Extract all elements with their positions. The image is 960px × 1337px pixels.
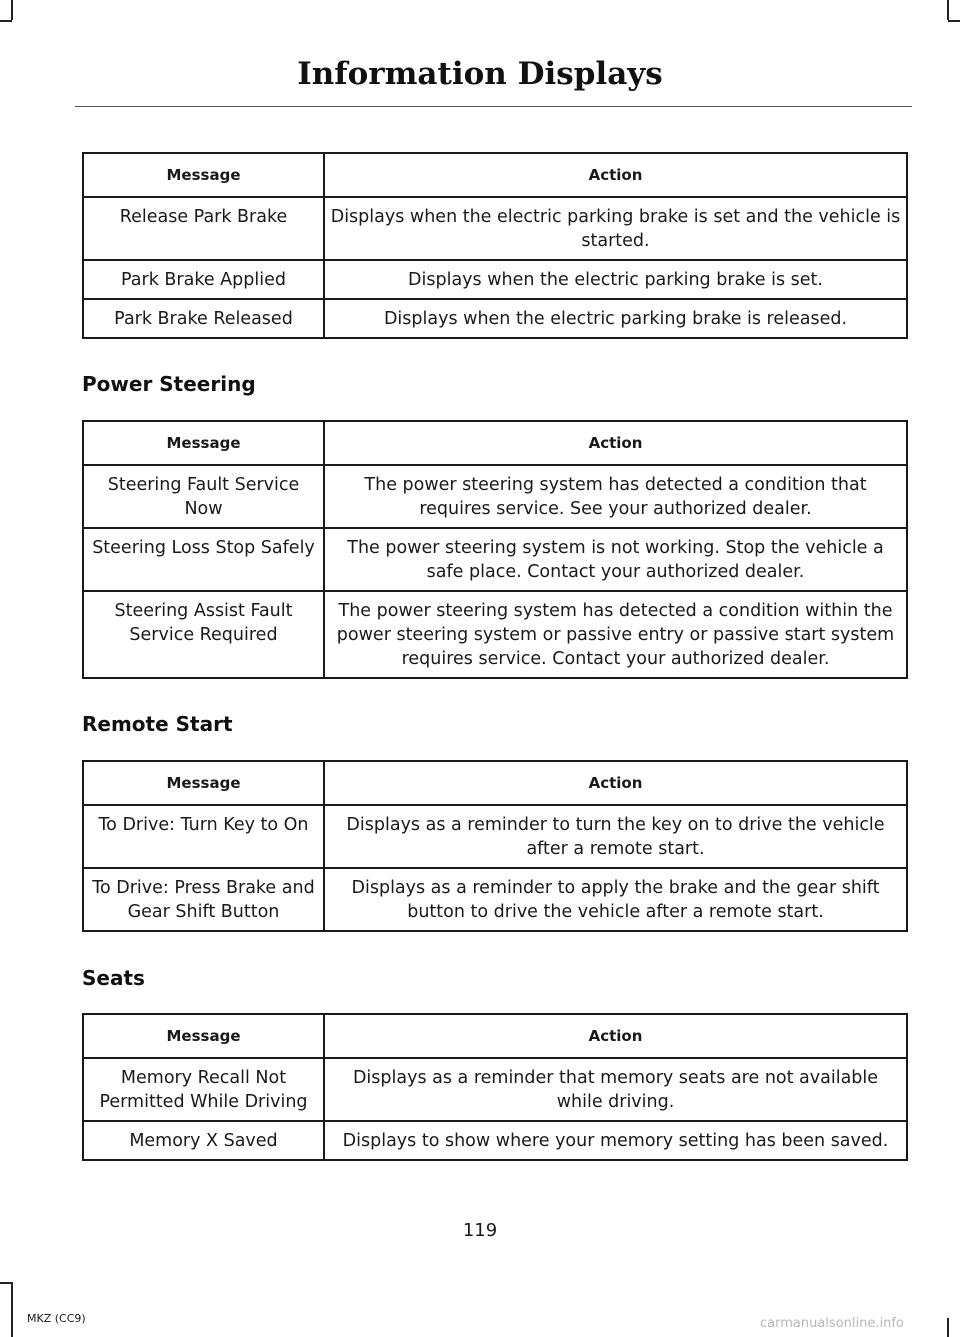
section-heading-seats: Seats: [82, 966, 145, 990]
message-cell: Steering Fault Service Now: [83, 465, 324, 528]
column-header-action: Action: [324, 153, 907, 197]
action-cell: Displays as a reminder that memory seats are not available while driving.: [324, 1058, 907, 1121]
table-row: [83, 197, 907, 260]
crop-mark: [947, 0, 949, 20]
table-row: [83, 260, 907, 299]
action-cell: The power steering system has detected a condition that requires service. See your authorized dealer.: [324, 465, 907, 528]
crop-mark: [0, 20, 12, 22]
remote-start-table: [82, 760, 908, 932]
power-steering-table: [82, 420, 908, 679]
action-cell: The power steering system has detected a condition within the power steering system or passive entry or passive start system requires service. Contact your authorized dealer.: [324, 591, 907, 678]
action-cell: Displays when the electric parking brake is released.: [324, 299, 907, 338]
message-cell: Steering Assist Fault Service Required: [83, 591, 324, 678]
message-cell: Release Park Brake: [83, 197, 324, 260]
action-cell: Displays as a reminder to apply the brake and the gear shift button to drive the vehicle after a remote start.: [324, 868, 907, 931]
table-row: [83, 1058, 907, 1121]
message-cell: Park Brake Applied: [83, 260, 324, 299]
column-header-action: Action: [324, 761, 907, 805]
seats-table: [82, 1013, 908, 1161]
action-cell: Displays when the electric parking brake is set and the vehicle is started.: [324, 197, 907, 260]
action-cell: Displays when the electric parking brake is set.: [324, 260, 907, 299]
table-row: [83, 299, 907, 338]
section-heading-remote-start: Remote Start: [82, 712, 233, 736]
action-cell: Displays as a reminder to turn the key on to drive the vehicle after a remote start.: [324, 805, 907, 868]
column-header-message: Message: [83, 761, 324, 805]
column-header-message: Message: [83, 421, 324, 465]
column-header-message: Message: [83, 1014, 324, 1058]
crop-mark: [11, 0, 13, 20]
table-row: [83, 591, 907, 678]
table-row: [83, 868, 907, 931]
table-row: [83, 805, 907, 868]
table-row: [83, 1121, 907, 1160]
table-row: [83, 528, 907, 591]
column-header-action: Action: [324, 421, 907, 465]
crop-mark: [948, 20, 960, 22]
action-cell: Displays to show where your memory setting has been saved.: [324, 1121, 907, 1160]
watermark: carmanualsonline.info: [760, 1316, 904, 1331]
section-heading-power-steering: Power Steering: [82, 372, 256, 396]
message-cell: To Drive: Turn Key to On: [83, 805, 324, 868]
page-title: Information Displays: [297, 56, 663, 92]
message-cell: Park Brake Released: [83, 299, 324, 338]
park-brake-table: [82, 152, 908, 339]
title-divider: [75, 106, 912, 107]
message-cell: Memory Recall Not Permitted While Driving: [83, 1058, 324, 1121]
column-header-message: Message: [83, 153, 324, 197]
crop-mark: [0, 1282, 12, 1284]
page-number: 119: [462, 1220, 498, 1241]
table-row: [83, 465, 907, 528]
crop-mark: [947, 1318, 949, 1337]
model-code: MKZ (CC9): [27, 1312, 86, 1325]
message-cell: Steering Loss Stop Safely: [83, 528, 324, 591]
message-cell: To Drive: Press Brake and Gear Shift Button: [83, 868, 324, 931]
action-cell: The power steering system is not working. Stop the vehicle a safe place. Contact your authorized dealer.: [324, 528, 907, 591]
column-header-action: Action: [324, 1014, 907, 1058]
message-cell: Memory X Saved: [83, 1121, 324, 1160]
crop-mark: [11, 1282, 13, 1337]
